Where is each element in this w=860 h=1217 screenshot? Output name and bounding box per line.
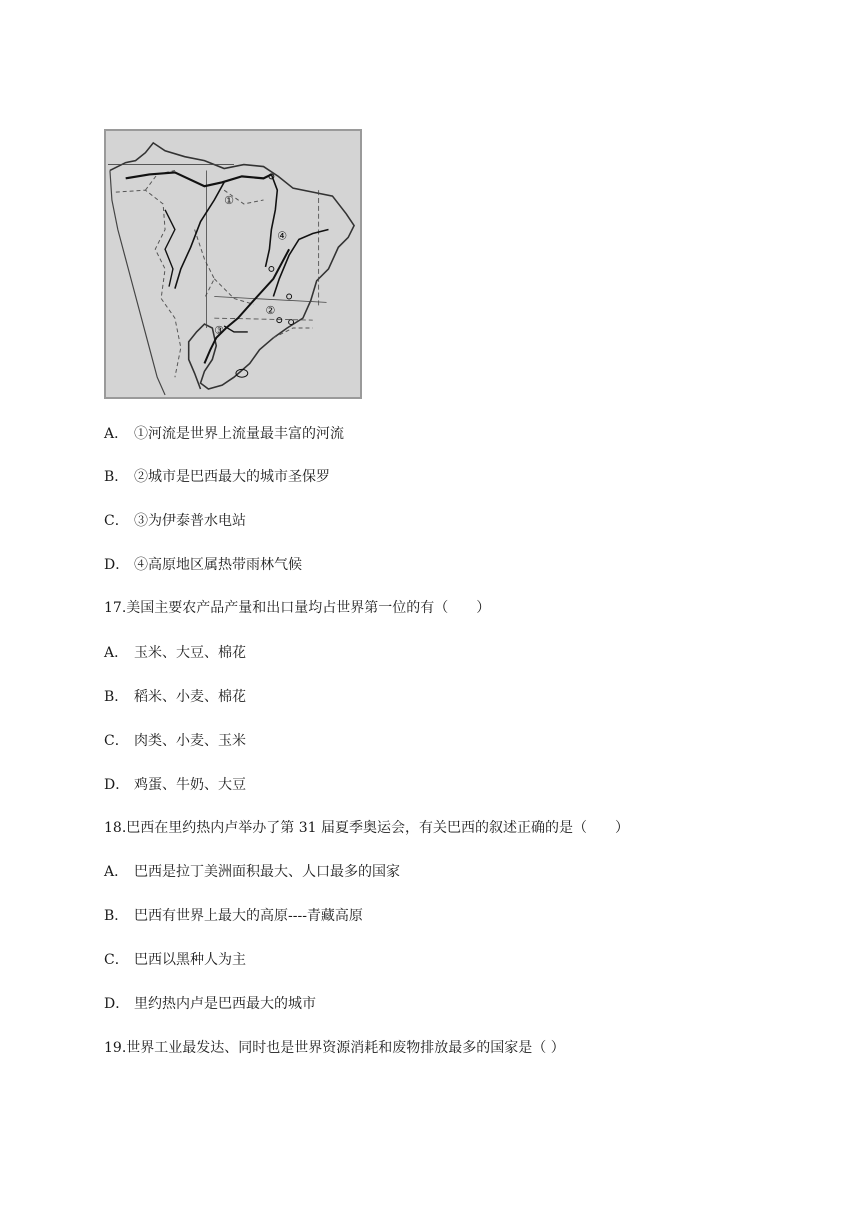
q18-option-a xyxy=(104,862,400,882)
option-text: 里约热内卢是巴西最大的城市 xyxy=(134,996,316,1012)
option-text: 玉米、大豆、棉花 xyxy=(134,645,246,661)
option-text: ③为伊泰普水电站 xyxy=(134,513,246,529)
q16-option-b xyxy=(104,467,330,487)
option-text: ②城市是巴西最大的城市圣保罗 xyxy=(134,469,330,485)
tributary-3 xyxy=(165,210,175,287)
q16-option-a xyxy=(104,424,344,444)
q18-option-b xyxy=(104,906,363,926)
q18-option-d xyxy=(104,994,316,1014)
city-dot xyxy=(277,318,282,323)
q18-option-c xyxy=(104,950,246,970)
option-letter: B． xyxy=(104,689,129,705)
q19-stem: 19.世界工业最发达、同时也是世界资源消耗和废物排放最多的国家是（ ） xyxy=(104,1040,565,1056)
south-america-map xyxy=(104,129,362,399)
q17-option-b xyxy=(104,687,246,707)
option-letter: A． xyxy=(104,426,129,442)
q18-stem: 18.巴西在里约热内卢举办了第 31 届夏季奥运会，有关巴西的叙述正确的是（ ） xyxy=(104,820,629,836)
option-letter: D． xyxy=(104,557,130,573)
city-dot xyxy=(289,320,294,325)
option-text: ①河流是世界上流量最丰富的河流 xyxy=(134,426,344,442)
option-text: 巴西有世界上最大的高原----青藏高原 xyxy=(134,908,363,924)
q16-option-c xyxy=(104,511,246,531)
parana-river xyxy=(204,249,289,363)
q17-stem: 17.美国主要农产品产量和出口量均占世界第一位的有（ ） xyxy=(104,600,491,616)
q17-option-a xyxy=(104,643,246,663)
option-text: ④高原地区属热带雨林气候 xyxy=(134,557,302,573)
border-lines xyxy=(116,170,313,377)
option-letter: D． xyxy=(104,996,130,1012)
q16-option-d xyxy=(104,555,302,575)
option-letter: A． xyxy=(104,864,129,880)
option-text: 肉类、小麦、玉米 xyxy=(134,733,246,749)
option-letter: A． xyxy=(104,645,129,661)
option-text: 巴西是拉丁美洲面积最大、人口最多的国家 xyxy=(134,864,400,880)
option-text: 稻米、小麦、棉花 xyxy=(134,689,246,705)
amazon-river xyxy=(126,172,272,186)
option-letter: B． xyxy=(104,469,129,485)
west-coast xyxy=(110,170,165,394)
marker-1: ① xyxy=(224,193,234,207)
option-letter: C． xyxy=(104,733,129,749)
option-letter: C． xyxy=(104,952,129,968)
tributary-1 xyxy=(175,182,224,288)
map-drawing xyxy=(106,131,360,397)
city-dot xyxy=(287,294,292,299)
marker-3: ③ xyxy=(214,323,224,337)
option-letter: D． xyxy=(104,777,130,793)
marker-2: ② xyxy=(265,304,276,318)
marker-4: ④ xyxy=(277,229,288,243)
option-letter: C． xyxy=(104,513,129,529)
q17-option-d xyxy=(104,775,246,795)
tributary-2 xyxy=(265,174,277,267)
option-text: 巴西以黑种人为主 xyxy=(134,952,246,968)
option-letter: B． xyxy=(104,908,129,924)
city-dot xyxy=(269,266,274,271)
q17-option-c xyxy=(104,731,246,751)
option-text: 鸡蛋、牛奶、大豆 xyxy=(134,777,246,793)
